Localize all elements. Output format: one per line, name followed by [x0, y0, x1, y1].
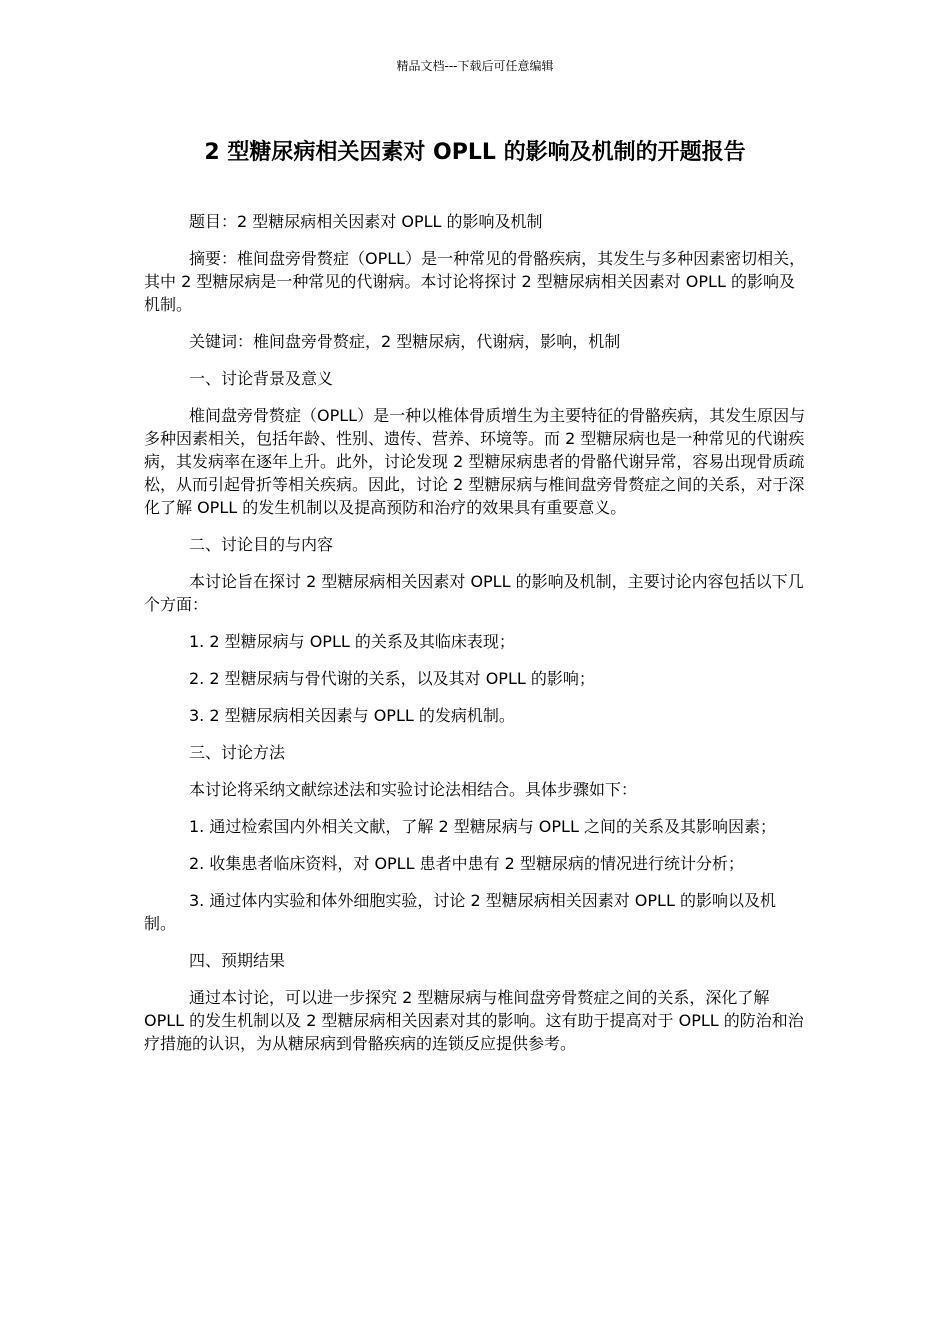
list-item-method-2: 2. 收集患者临床资料，对 OPLL 患者中患有 2 型糖尿病的情况进行统计分析； [189, 854, 744, 873]
paragraph-keywords: 关键词：椎间盘旁骨赘症，2 型糖尿病，代谢病，影响，机制 [189, 332, 621, 351]
paragraph-background: 椎间盘旁骨赘症（OPLL）是一种以椎体骨质增生为主要特征的骨骼疾病，其发生原因与多种因素相关，包括年龄、性别、遗传、营养、环境等。而 2 型糖尿病也是一种常见的代谢疾病，其发病率在逐年上升。此外，讨论发现 2 型糖尿病患者的骨骼代谢异常，容易出现骨质疏松，从而引起骨折等相关疾病。因此，讨论 2 型糖尿病与椎间盘旁骨赘症之间的关系，对于深化了解 OPLL 的发生机制以及提高预防和治疗的效果具有重要意义。 [144, 406, 806, 517]
header-note: 精品文档---下载后可任意编辑 [396, 59, 554, 73]
list-item-purpose-3: 3. 2 型糖尿病相关因素与 OPLL 的发病机制。 [189, 706, 515, 725]
document-body [144, 210, 806, 1069]
list-item-purpose-2: 2. 2 型糖尿病与骨代谢的关系，以及其对 OPLL 的影响； [189, 669, 595, 688]
section-heading-background: 一、讨论背景及意义 [189, 369, 334, 388]
list-item-purpose-1: 1. 2 型糖尿病与 OPLL 的关系及其临床表现； [189, 632, 515, 651]
paragraph-results: 通过本讨论，可以进一步探究 2 型糖尿病与椎间盘旁骨赘症之间的关系，深化了解 OPLL 的发生机制以及 2 型糖尿病相关因素对其的影响。这有助于提高对于 OPLL 的防治和治疗措施的认识，为从糖尿病到骨骼疾病的连锁反应提供参考。 [144, 988, 804, 1053]
section-heading-results: 四、预期结果 [189, 951, 286, 970]
paragraph-methods: 本讨论将采纳文献综述法和实验讨论法相结合。具体步骤如下： [189, 780, 638, 799]
list-item-method-3: 3. 通过体内实验和体外细胞实验，讨论 2 型糖尿病相关因素对 OPLL 的影响以及机制。 [144, 891, 776, 933]
paragraph-purpose: 本讨论旨在探讨 2 型糖尿病相关因素对 OPLL 的影响及机制，主要讨论内容包括以下几个方面： [144, 572, 804, 614]
section-heading-purpose: 二、讨论目的与内容 [189, 535, 334, 554]
section-heading-methods: 三、讨论方法 [189, 743, 286, 762]
list-item-method-1: 1. 通过检索国内外相关文献，了解 2 型糖尿病与 OPLL 之间的关系及其影响因素； [189, 817, 776, 836]
document-title: 2 型糖尿病相关因素对 OPLL 的影响及机制的开题报告 [204, 140, 746, 165]
paragraph-topic: 题目：2 型糖尿病相关因素对 OPLL 的影响及机制 [189, 212, 543, 231]
paragraph-abstract: 摘要：椎间盘旁骨赘症（OPLL）是一种常见的骨骼疾病，其发生与多种因素密切相关，其中 2 型糖尿病是一种常见的代谢病。本讨论将探讨 2 型糖尿病相关因素对 OPLL 的影响及机制。 [144, 249, 806, 314]
